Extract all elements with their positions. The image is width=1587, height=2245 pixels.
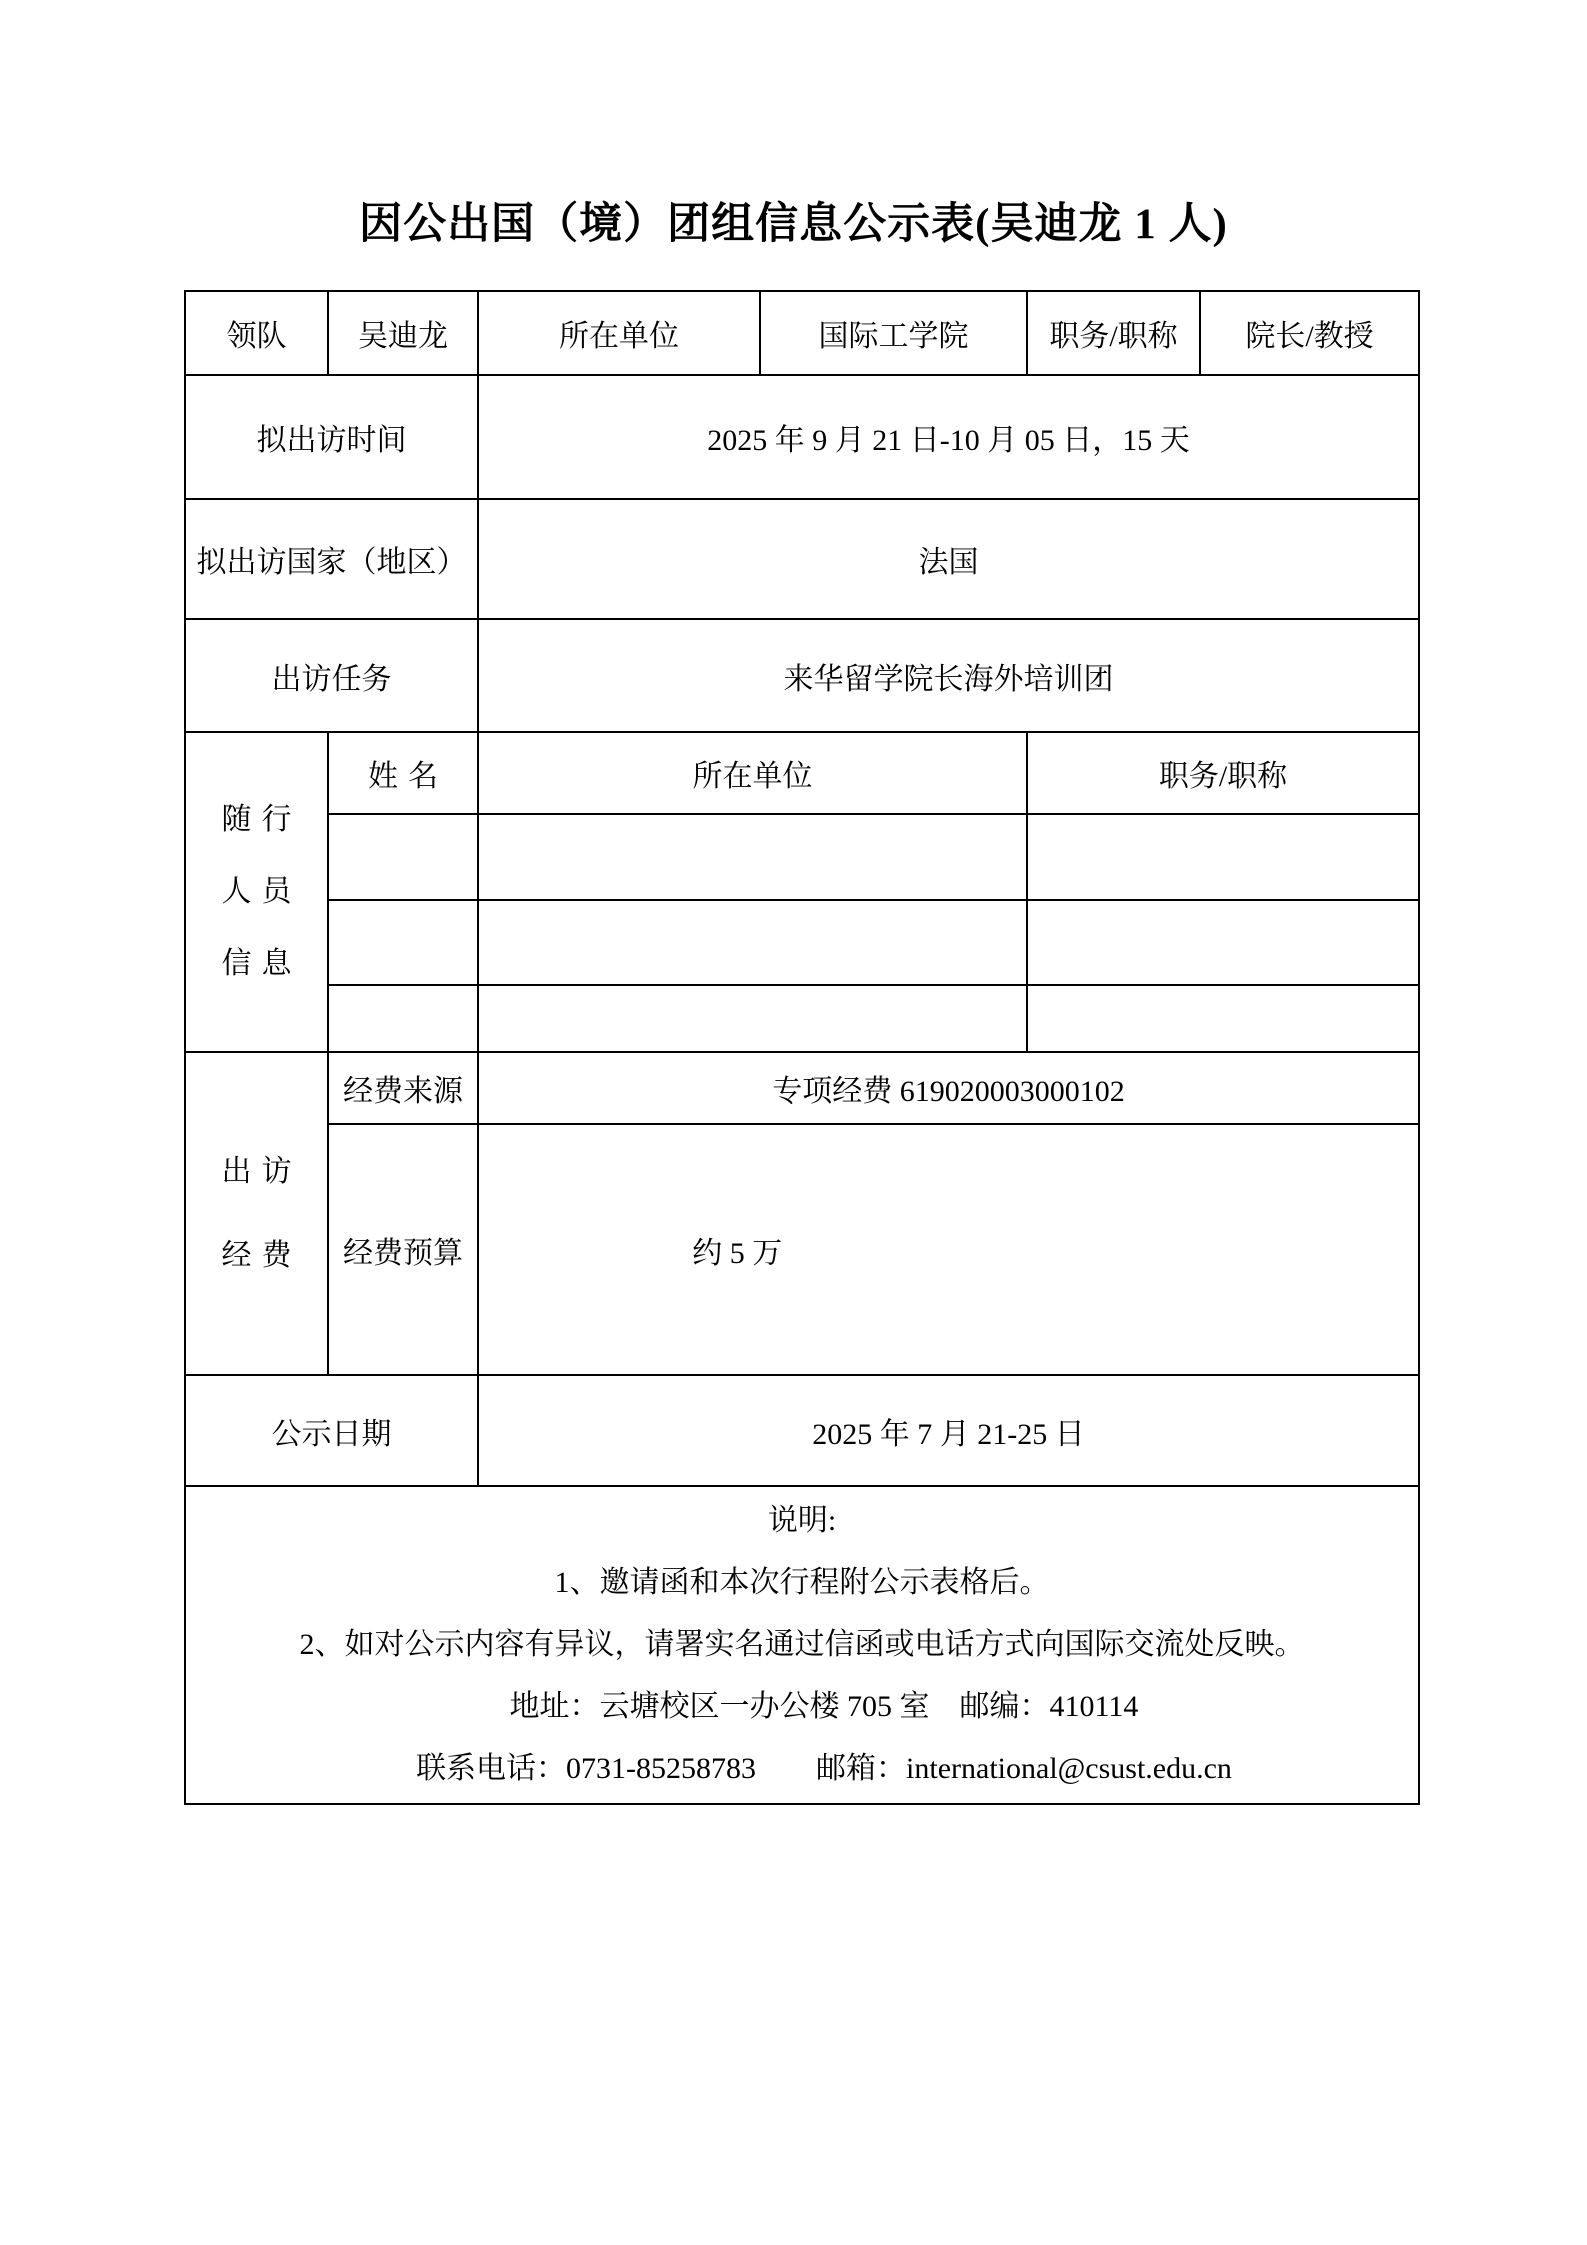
budget-estimate-row — [185, 1124, 1419, 1375]
budget-label-line2: 经费 — [221, 1238, 302, 1272]
publish-date-row — [185, 1375, 1419, 1486]
notes-item-3: 地址：云塘校区一办公楼 705 室 邮编：410114 — [509, 1690, 1139, 1723]
companion-name-cell — [328, 814, 478, 900]
visit-time-label-cell: 拟出访时间 — [185, 375, 478, 499]
leader-name-cell: 吴迪龙 — [328, 291, 478, 375]
companions-label-line1: 随行 — [221, 803, 302, 836]
notes-heading: 说明: — [767, 1504, 837, 1537]
companions-col-post-cell: 职务/职称 — [1027, 732, 1419, 814]
notes-row — [185, 1486, 1419, 1804]
visit-time-row — [185, 375, 1419, 499]
budget-label-line1: 出访 — [221, 1154, 302, 1188]
companion-unit-cell — [478, 814, 1027, 900]
companion-row — [185, 900, 1419, 985]
publish-date-label-cell: 公示日期 — [185, 1375, 478, 1486]
companions-label-cell — [185, 732, 328, 1052]
budget-estimate-label-cell: 经费预算 — [328, 1124, 478, 1375]
companions-label-line2: 人员 — [221, 875, 302, 908]
companion-name-cell — [328, 985, 478, 1052]
companion-unit-cell — [478, 985, 1027, 1052]
task-row — [185, 619, 1419, 732]
companion-row — [185, 814, 1419, 900]
funding-source-value-cell: 专项经费 619020003000102 — [478, 1052, 1419, 1124]
leader-label-cell: 领队 — [185, 291, 328, 375]
info-table — [184, 290, 1420, 1805]
country-label-cell: 拟出访国家（地区） — [185, 499, 478, 619]
budget-label-cell — [185, 1052, 328, 1375]
companions-label-line3: 信息 — [221, 947, 302, 980]
funding-source-label-cell: 经费来源 — [328, 1052, 478, 1124]
leader-row — [185, 291, 1419, 375]
leader-post-label-cell: 职务/职称 — [1027, 291, 1200, 375]
task-value-cell: 来华留学院长海外培训团 — [478, 619, 1419, 732]
companion-post-cell — [1027, 985, 1419, 1052]
companion-name-cell — [328, 900, 478, 985]
companions-col-name-cell: 姓名 — [328, 732, 478, 814]
companion-post-cell — [1027, 814, 1419, 900]
companion-unit-cell — [478, 900, 1027, 985]
companions-col-unit-cell: 所在单位 — [478, 732, 1027, 814]
companion-row — [185, 985, 1419, 1052]
companions-header-row — [185, 732, 1419, 814]
notes-item-1: 1、邀请函和本次行程附公示表格后。 — [554, 1566, 1050, 1599]
leader-unit-label-cell: 所在单位 — [478, 291, 760, 375]
country-value-cell: 法国 — [478, 499, 1419, 619]
companion-post-cell — [1027, 900, 1419, 985]
budget-estimate-value: 约 5 万 — [692, 1236, 783, 1270]
country-row — [185, 499, 1419, 619]
funding-source-row — [185, 1052, 1419, 1124]
publish-date-value-cell: 2025 年 7 月 21-25 日 — [478, 1375, 1419, 1486]
leader-unit-value-cell: 国际工学院 — [760, 291, 1027, 375]
leader-post-value-cell: 院长/教授 — [1200, 291, 1419, 375]
notes-cell — [185, 1486, 1419, 1804]
visit-time-value-cell: 2025 年 9 月 21 日-10 月 05 日，15 天 — [478, 375, 1419, 499]
notes-item-2: 2、如对公示内容有异议，请署实名通过信函或电话方式向国际交流处反映。 — [299, 1628, 1305, 1661]
task-label-cell: 出访任务 — [185, 619, 478, 732]
notes-item-4: 联系电话：0731-85258783 邮箱：international@csust.edu.cn — [416, 1752, 1232, 1785]
document-title: 因公出国（境）团组信息公示表(吴迪龙 1 人) — [359, 201, 1228, 248]
budget-estimate-value-cell — [478, 1124, 1419, 1375]
